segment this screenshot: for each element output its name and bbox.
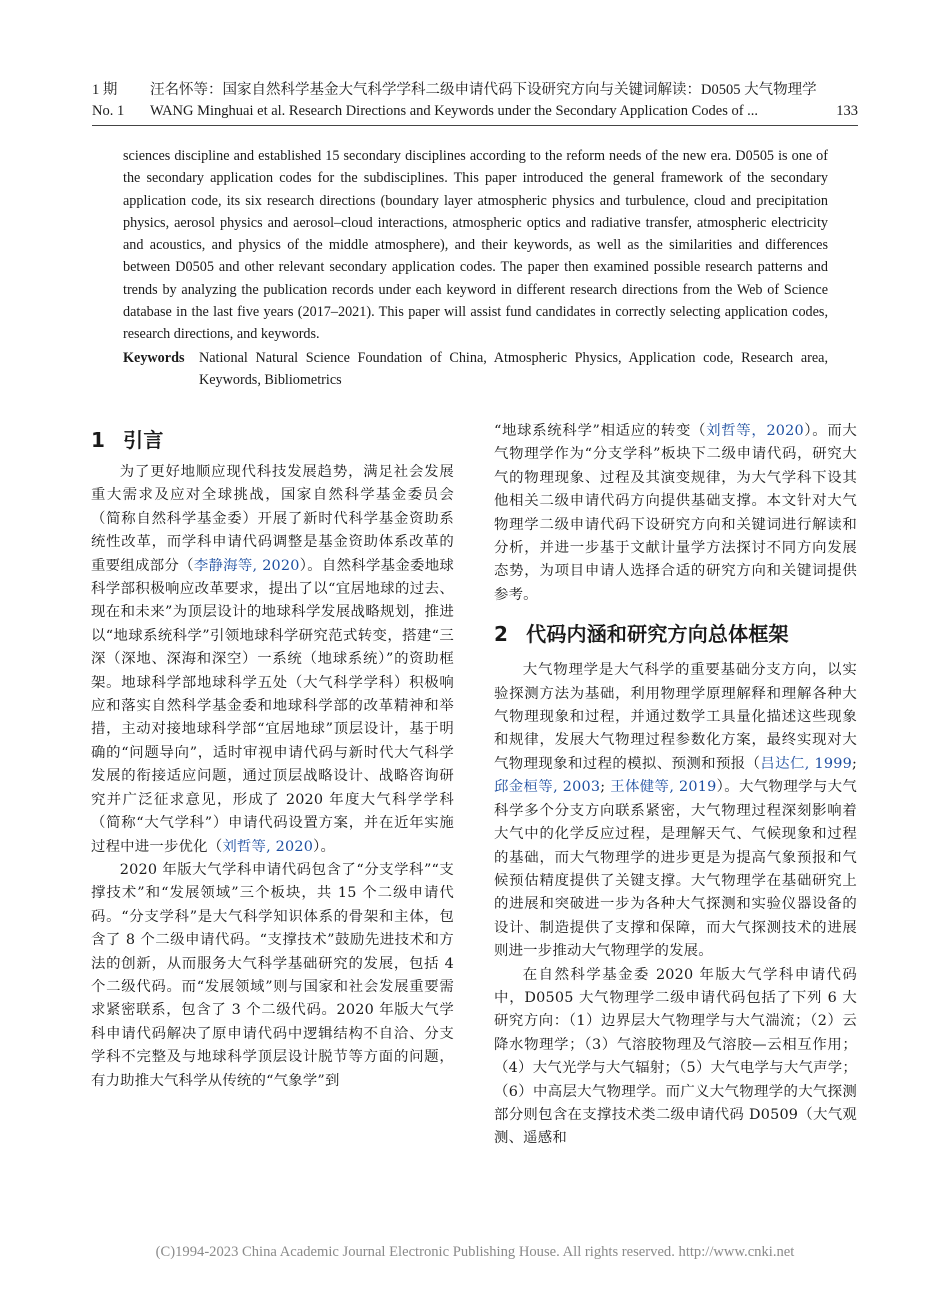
right-column xyxy=(494,420,857,1151)
text-run: ）。自然科学基金委地球科学部积极响应改革要求，提出了以“宜居地球的过去、现在和未来”为顶层设计的地球科学发展战略规划，推进以“地球系统科学”引领地球科学研究范式转变，搭建“三深（深地、深海和深空）一系统（地球系统）”的资助框架。地球科学部地球科学五处（大气科学学科）积极响应和落实自然科学基金委和地球科学部的改革精神和举措，主动对接地球科学部“宜居地球”顶层设计，基于明确的“问题导向”，适时审视申请代码与新时代大气科学发展的衔接适应问题，通过顶层战略设计、战略咨询研究并广泛征求意见，形成了 2020 年度大气科学学科（简称“大气学科”）申请代码设置方案，并在近年实施过程中进一步优化（ xyxy=(91,557,454,855)
section-2-heading xyxy=(494,619,857,649)
page-number: 133 xyxy=(836,103,858,119)
section-2-paragraph-2: 在自然科学基金委 2020 年版大气学科申请代码中，D0505 大气物理学二级申请代码包括了下列 6 大研究方向：（1）边界层大气物理学与大气湍流；（2）云降水物理学；（3）气溶胶物理及气溶胶—云相互作用；（4）大气光学与大气辐射；（5）大气电学与大气声学；（6）中高层大气物理学。而广义大气物理学的大气探测部分则包含在支撑技术类二级申请代码 D0509（大气观测、遥感和 xyxy=(494,966,857,1147)
section-1-paragraph-2: 2020 年版大气学科申请代码包含了“分支学科”“支撑技术”和“发展领域”三个板块，共 15 个二级申请代码。“分支学科”是大气科学知识体系的骨架和主体，包含了 8 个二级申请代码。“支撑技术”鼓励先进技术和方法的创新，从而服务大气科学基础研究的发展，包括 4 个二级代码。而“发展领域”则与国家和社会发展重要需求紧密联系，包含了 3 个二级代码。2020 年版大气学科申请代码解决了原申请代码中逻辑结构不自洽、分支学科不完整及与地球科学顶层设计脱节等方面的问题，有力助推大气科学从传统的“气象学”到 xyxy=(91,861,454,1089)
separator: ; xyxy=(851,755,857,772)
section-2-number: 2 xyxy=(494,622,509,647)
abstract-text: sciences discipline and established 15 secondary disciplines according to the reform needs of the new era. D0505 is one of the secondary application codes for the subdisciplines. This paper introduced the general framework of the secondary application code, its six research directions (boundary layer atmospheric physics and turbulence, cloud and precipitation physics, aerosol physics and aerosol–cloud interactions, atmospheric optics and radiative transfer, atmospheric electricity and acoustics, and physics of the middle atmosphere), and their keywords, as well as the similarities and differences between D0505 and other relevant secondary application codes. The paper then examined possible research patterns and trends by analyzing the publication records under each keyword in different research directions from the Web of Science database in the last five years (2017–2021). This paper will assist fund candidates in correctly selecting application codes, research directions, and keywords. xyxy=(123,148,828,343)
section-1-heading xyxy=(91,425,454,455)
text-run: ）。大气物理学与大气科学多个分支方向联系紧密，大气物理过程深刻影响着大气中的化学反应过程，是理解天气、气候现象和过程的基础，而大气物理学的进步更是为提高气象预报和气候预估精度提供了关键支撑。大气物理学在基础研究上的进展和突破进一步为各种大气探测和实验仪器设备的设计、制造提供了支撑和保障，而大气探测技术的进展则进一步推动大气物理学的发展。 xyxy=(494,779,857,960)
citation-link[interactable]: 王体健等, 2019 xyxy=(610,779,717,796)
text-run: 大气物理学是大气科学的重要基础分支方向，以实验探测方法为基础，利用物理学原理解释和理解各种大气物理现象和过程，并通过数学工具量化描述这些现象和规律，发展大气物理过程参数化方案，最终实现对大气物理现象和过程的模拟、预测和预报（ xyxy=(494,662,857,772)
running-header xyxy=(92,80,858,122)
citation-link[interactable]: 刘哲等，2020 xyxy=(706,423,804,439)
citation-link[interactable]: 刘哲等, 2020 xyxy=(222,838,314,855)
citation-link[interactable]: 李静海等, 2020 xyxy=(193,557,300,574)
header-issue-en: No. 1 xyxy=(92,103,125,119)
keywords-row xyxy=(123,347,828,392)
text-run: “地球系统科学”相适应的转变（ xyxy=(494,423,707,439)
keywords-text: National Natural Science Foundation of China, Atmospheric Physics, Application code, Research area, Keywords, Bibliometrics xyxy=(199,349,828,388)
header-issue-cn: 1 期 xyxy=(92,82,118,98)
citation-link[interactable]: 吕达仁, 1999 xyxy=(760,755,852,772)
section-1-title: 引言 xyxy=(123,428,164,452)
keywords-label: Keywords xyxy=(123,349,185,366)
section-1-paragraph-2-continued xyxy=(494,420,857,607)
copyright-footer: (C)1994-2023 China Academic Journal Electronic Publishing House. All rights reserved. http://www.cnki.net xyxy=(155,1244,795,1260)
text-run: ）。 xyxy=(313,838,336,855)
section-1-paragraph-1 xyxy=(91,461,454,859)
citation-link[interactable]: 邱金桓等, 2003 xyxy=(494,779,601,796)
section-2-title: 代码内涵和研究方向总体框架 xyxy=(526,622,789,647)
header-authors-en: WANG Minghuai et al. Research Directions and Keywords under the Secondary Application Codes of ... xyxy=(150,103,759,119)
text-run: ）。而大气物理学作为“分支学科”板块下二级申请代码，研究大气的物理现象、过程及其演变规律，为大气学科下设其他相关二级申请代码方向提供基础支撑。本文针对大气物理学二级申请代码下设研究方向和关键词进行解读和分析，并进一步基于文献计量学方法探讨不同方向发展态势，为项目申请人选择合适的研究方向和关键词提供参考。 xyxy=(494,423,857,603)
header-rule xyxy=(92,125,858,126)
section-1-number: 1 xyxy=(91,428,106,452)
section-2-paragraph-1 xyxy=(494,659,857,963)
abstract-block xyxy=(123,145,828,391)
header-authors-cn: 汪名怀等：国家自然科学基金大气科学学科二级申请代码下设研究方向与关键词解读：D0505 大气物理学 xyxy=(150,82,817,98)
separator: ; xyxy=(600,779,611,796)
text-run: 为了更好地顺应现代科技发展趋势，满足社会发展重大需求及应对全球挑战，国家自然科学基金委员会（简称自然科学基金委）开展了新时代科学基金资助系统性改革，而学科申请代码调整是基金资助体系改革的重要组成部分（ xyxy=(91,464,454,574)
left-column xyxy=(91,425,454,1093)
